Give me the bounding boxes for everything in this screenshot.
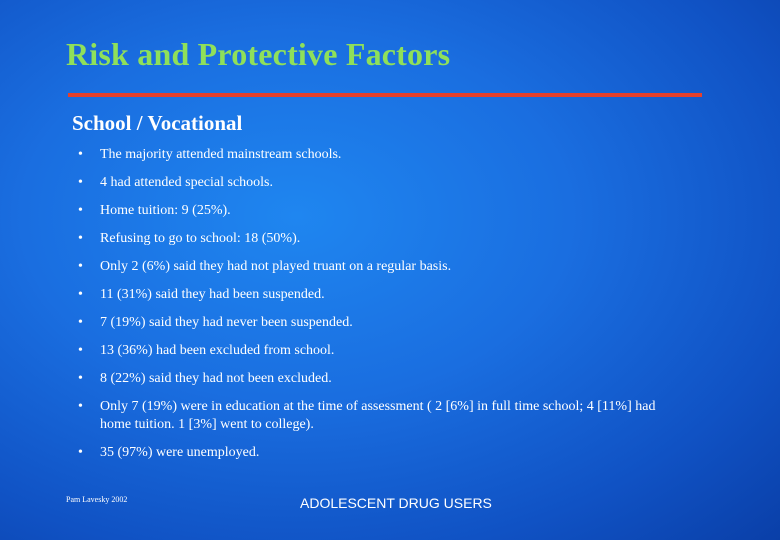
bullet-item	[78, 174, 678, 192]
bullet-text: 35 (97%) were unemployed.	[100, 445, 260, 460]
bullet-text: Home tuition: 9 (25%).	[100, 203, 231, 218]
bullet-marker: •	[78, 445, 83, 460]
bullet-text: Refusing to go to school: 18 (50%).	[100, 231, 301, 246]
bullet-item	[78, 258, 678, 276]
bullet-item	[78, 286, 678, 304]
bullet-marker: •	[78, 147, 83, 162]
bullet-marker: •	[78, 203, 83, 218]
bullet-item	[78, 398, 678, 434]
bullet-text: Only 7 (19%) were in education at the time of assessment ( 2 [6%] in full time school; 4 [11%] had home tuition. 1 [3%] went to college).	[100, 399, 656, 432]
bullet-item	[78, 202, 678, 220]
bullet-text: 13 (36%) had been excluded from school.	[100, 343, 335, 358]
bullet-text: Only 2 (6%) said they had not played truant on a regular basis.	[100, 259, 452, 274]
bullet-item	[78, 146, 678, 164]
bullet-text: 11 (31%) said they had been suspended.	[100, 287, 325, 302]
bullet-marker: •	[78, 315, 83, 330]
bullet-marker: •	[78, 175, 83, 190]
bullet-item	[78, 342, 678, 360]
footer-author: Pam Lavesky 2002	[66, 495, 128, 504]
bullet-item	[78, 444, 678, 462]
bullet-marker: •	[78, 231, 83, 246]
section-subtitle: School / Vocational	[72, 111, 243, 135]
bullet-item	[78, 314, 678, 332]
bullet-list	[78, 146, 678, 472]
bullet-marker: •	[78, 259, 83, 274]
bullet-item	[78, 230, 678, 248]
bullet-text: 8 (22%) said they had not been excluded.	[100, 371, 332, 386]
bullet-marker: •	[78, 371, 83, 386]
bullet-text: 7 (19%) said they had never been suspended.	[100, 315, 353, 330]
bullet-item	[78, 370, 678, 388]
bullet-marker: •	[78, 399, 83, 414]
bullet-marker: •	[78, 343, 83, 358]
bullet-text: 4 had attended special schools.	[100, 175, 274, 190]
footer-title: ADOLESCENT DRUG USERS	[300, 495, 492, 511]
bullet-marker: •	[78, 287, 83, 302]
title-divider	[68, 93, 702, 97]
bullet-text: The majority attended mainstream schools.	[100, 147, 342, 162]
slide-title: Risk and Protective Factors	[66, 36, 451, 72]
